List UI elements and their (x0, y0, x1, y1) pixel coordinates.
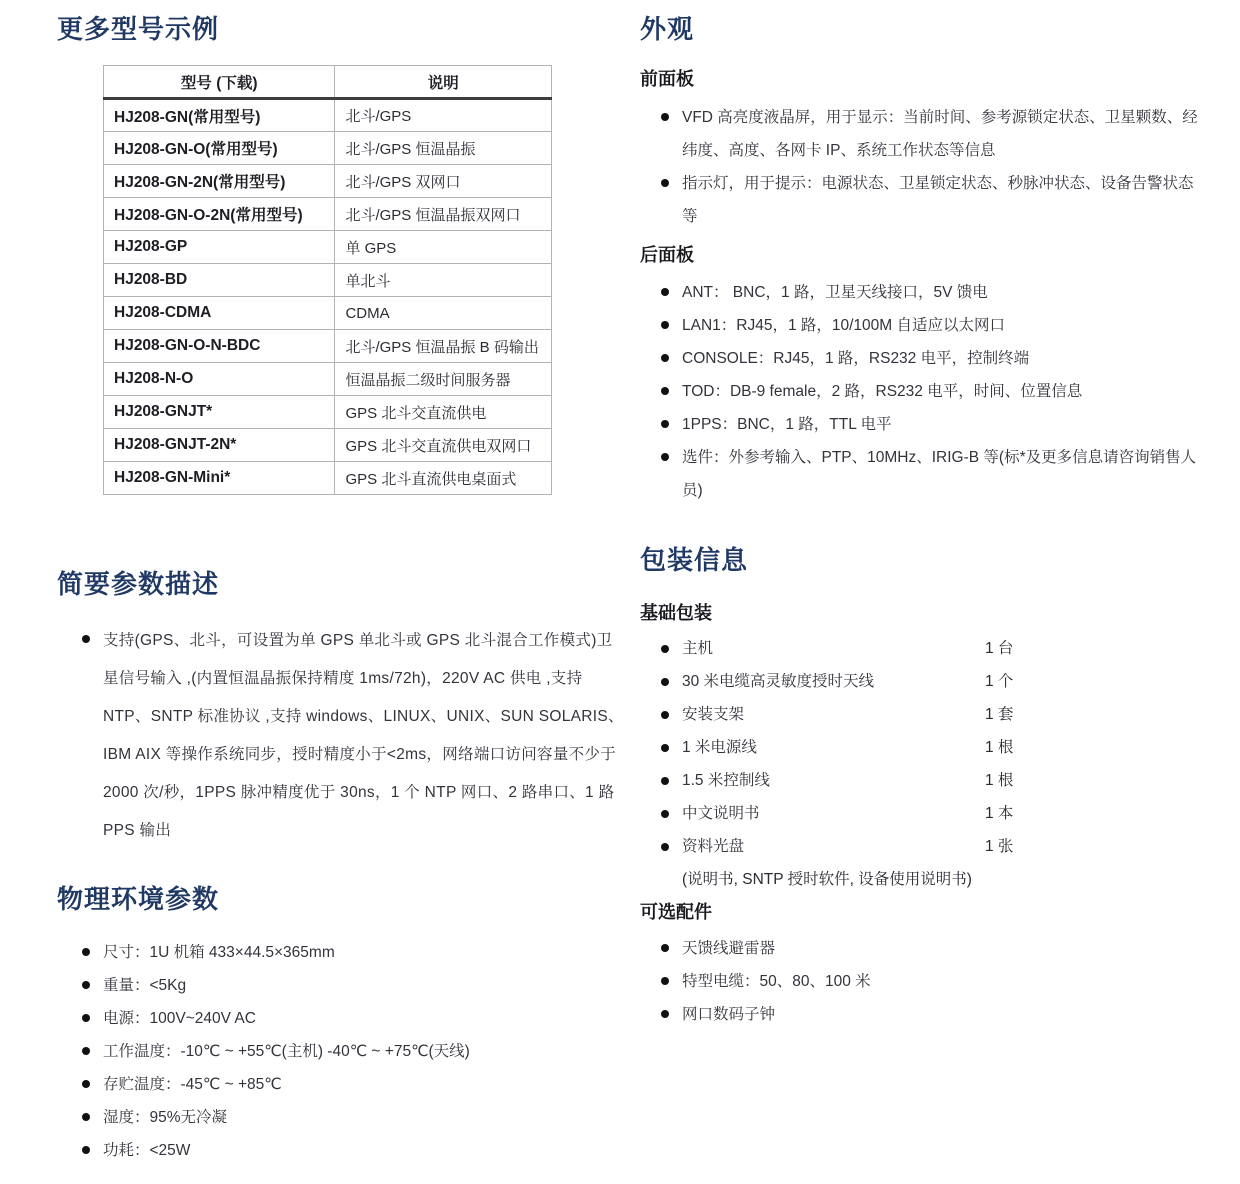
list-item (661, 830, 1200, 863)
right-column (625, 0, 1240, 1184)
list-item-text: 存贮温度：-45℃ ~ +85℃ (103, 1075, 282, 1093)
section-title-physical-params: 物理环境参数 (57, 884, 220, 915)
list-item-text: CONSOLE：RJ45，1 路，RS232 电平，控制终端 (682, 350, 1030, 368)
bullet-icon (82, 981, 90, 989)
list-item (82, 1134, 625, 1167)
list-item (82, 1068, 625, 1101)
front-panel-list (640, 101, 1200, 233)
rear-panel-list (640, 276, 1200, 507)
list-item (661, 932, 1200, 965)
bullet-icon (661, 744, 669, 752)
bullet-icon (82, 1113, 90, 1121)
list-item (82, 1101, 625, 1134)
section-title-packaging: 包装信息 (640, 545, 749, 576)
list-item-text: VFD 高亮度液晶屏，用于显示：当前时间、参考源锁定状态、卫星颗数、经纬度、高度、各网卡 IP、系统工作状态等信息 (682, 108, 1198, 159)
bullet-icon (661, 453, 669, 461)
model-cell: HJ208-CDMA (104, 297, 335, 330)
desc-cell: 单北斗 (335, 264, 552, 297)
list-item-text: 功耗：<25W (103, 1141, 191, 1159)
list-item (82, 622, 625, 850)
bullet-icon (82, 635, 90, 643)
list-item-text: 电源：100V~240V AC (103, 1009, 256, 1027)
model-cell: HJ208-GN-Mini* (104, 462, 335, 495)
list-item (82, 1035, 625, 1068)
table-row (104, 99, 552, 132)
optional-accessories-list (640, 932, 1200, 1031)
model-cell: HJ208-GN-O-2N(常用型号) (104, 198, 335, 231)
table-row (104, 297, 552, 330)
list-item-text: 天馈线避雷器 (682, 939, 776, 957)
list-item-text: LAN1：RJ45，1 路，10/100M 自适应以太网口 (682, 317, 1006, 335)
list-item-text: 特型电缆：50、80、100 米 (682, 972, 871, 990)
table-row (104, 198, 552, 231)
list-item (661, 101, 1200, 167)
list-item (661, 797, 1200, 830)
bullet-icon (661, 711, 669, 719)
model-cell: HJ208-GNJT* (104, 396, 335, 429)
model-cell: HJ208-GN-O-N-BDC (104, 330, 335, 363)
list-item-text: TOD：DB-9 female，2 路，RS232 电平，时间、位置信息 (682, 383, 1083, 401)
item-name: 主机 (682, 640, 714, 658)
desc-cell: GPS 北斗交直流供电双网口 (335, 429, 552, 462)
table-row (104, 330, 552, 363)
section-title-appearance: 外观 (640, 14, 695, 44)
list-item-text: 网口数码子钟 (682, 1005, 776, 1023)
bullet-icon (82, 1146, 90, 1154)
desc-cell: 北斗/GPS 双网口 (335, 165, 552, 198)
bullet-icon (661, 113, 669, 121)
basic-packaging-list (640, 632, 1200, 863)
item-quantity: 1 个 (985, 673, 1014, 691)
list-item-text: 选件：外参考输入、PTP、10MHz、IRIG-B 等(标*及更多信息请咨询销售人员) (682, 449, 1197, 500)
item-name: 30 米电缆高灵敏度授时天线 (682, 673, 875, 691)
model-cell: HJ208-GN(常用型号) (104, 99, 335, 132)
list-item (661, 276, 1200, 309)
bullet-icon (661, 810, 669, 818)
subsection-title-basic-packaging: 基础包装 (640, 602, 712, 623)
bullet-icon (661, 678, 669, 686)
list-item (82, 936, 625, 969)
list-item-text: 尺寸：1U 机箱 433×44.5×365mm (103, 943, 335, 961)
list-item (661, 441, 1200, 507)
packaging-note: (说明书, SNTP 授时软件, 设备使用说明书) (682, 871, 972, 889)
list-item-text: 指示灯，用于提示：电源状态、卫星锁定状态、秒脉冲状态、设备告警状态等 (682, 174, 1194, 225)
list-item (661, 998, 1200, 1031)
desc-cell: CDMA (335, 297, 552, 330)
bullet-icon (661, 843, 669, 851)
desc-cell: GPS 北斗交直流供电 (335, 396, 552, 429)
list-item (661, 375, 1200, 408)
table-row (104, 396, 552, 429)
list-item (661, 342, 1200, 375)
table-row (104, 264, 552, 297)
models-table-header-desc: 说明 (335, 66, 552, 99)
section-title-brief-params: 简要参数描述 (57, 569, 220, 600)
subsection-title-front-panel: 前面板 (640, 69, 694, 90)
bullet-icon (661, 179, 669, 187)
item-quantity: 1 本 (985, 805, 1014, 823)
subsection-title-rear-panel: 后面板 (640, 244, 694, 265)
model-cell: HJ208-GP (104, 231, 335, 264)
bullet-icon (661, 777, 669, 785)
brief-params-list (57, 622, 625, 850)
desc-cell: 恒温晶振二级时间服务器 (335, 363, 552, 396)
model-cell: HJ208-GN-O(常用型号) (104, 132, 335, 165)
list-item (661, 698, 1200, 731)
table-row (104, 132, 552, 165)
desc-cell: 北斗/GPS 恒温晶振双网口 (335, 198, 552, 231)
list-item-text: 工作温度：-10℃ ~ +55℃(主机) -40℃ ~ +75℃(天线) (103, 1042, 470, 1060)
model-cell: HJ208-BD (104, 264, 335, 297)
bullet-icon (661, 387, 669, 395)
section-title-more-models: 更多型号示例 (57, 14, 220, 44)
list-item (661, 309, 1200, 342)
bullet-icon (82, 1080, 90, 1088)
desc-cell: GPS 北斗直流供电桌面式 (335, 462, 552, 495)
list-item-text: ANT： BNC，1 路，卫星天线接口，5V 馈电 (682, 284, 988, 302)
list-item-text: 1PPS：BNC，1 路，TTL 电平 (682, 416, 892, 434)
bullet-icon (661, 321, 669, 329)
model-cell: HJ208-N-O (104, 363, 335, 396)
table-row (104, 462, 552, 495)
bullet-icon (661, 354, 669, 362)
bullet-icon (661, 645, 669, 653)
list-item (661, 167, 1200, 233)
list-item (661, 731, 1200, 764)
item-name: 1 米电源线 (682, 739, 757, 757)
bullet-icon (82, 1014, 90, 1022)
item-name: 安装支架 (682, 706, 745, 724)
models-table (103, 65, 552, 495)
models-table-header-model: 型号 (下载) (104, 66, 335, 99)
models-table-header-row (104, 66, 552, 99)
bullet-icon (661, 1010, 669, 1018)
item-quantity: 1 套 (985, 706, 1014, 724)
subsection-title-optional-accessories: 可选配件 (640, 902, 712, 923)
bullet-icon (82, 948, 90, 956)
list-item (661, 632, 1200, 665)
item-quantity: 1 根 (985, 739, 1014, 757)
model-cell: HJ208-GN-2N(常用型号) (104, 165, 335, 198)
item-quantity: 1 根 (985, 772, 1014, 790)
bullet-icon (661, 420, 669, 428)
physical-params-list (57, 936, 625, 1167)
item-quantity: 1 张 (985, 838, 1014, 856)
model-cell: HJ208-GNJT-2N* (104, 429, 335, 462)
bullet-icon (661, 944, 669, 952)
bullet-icon (661, 288, 669, 296)
list-item (661, 764, 1200, 797)
list-item-text: 重量：<5Kg (103, 976, 187, 994)
list-item-text: 支持(GPS、北斗，可设置为单 GPS 单北斗或 GPS 北斗混合工作模式)卫星信号输入 ,(内置恒温晶振保持精度 1ms/72h)，220V AC 供电 ,支持 NTP、SNTP 标准协议 ,支持 windows、LINUX、UNIX、SUN SOLARIS、IBM AIX 等操作系统同步，授时精度小于<2ms，网络端口访问容量不少于 2000 次/秒，1PPS 脉冲精度优于 30ns，1 个 NTP 网口、2 路串口、1 路 PPS 输出 (103, 632, 624, 840)
list-item (661, 665, 1200, 698)
list-item (661, 965, 1200, 998)
desc-cell: 北斗/GPS 恒温晶振 (335, 132, 552, 165)
desc-cell: 单 GPS (335, 231, 552, 264)
list-item-text: 湿度：95%无冷凝 (103, 1108, 228, 1126)
table-row (104, 363, 552, 396)
table-row (104, 429, 552, 462)
desc-cell: 北斗/GPS (335, 99, 552, 132)
bullet-icon (661, 977, 669, 985)
table-row (104, 165, 552, 198)
item-name: 1.5 米控制线 (682, 772, 770, 790)
list-item (82, 969, 625, 1002)
bullet-icon (82, 1047, 90, 1055)
desc-cell: 北斗/GPS 恒温晶振 B 码输出 (335, 330, 552, 363)
item-name: 资料光盘 (682, 838, 745, 856)
item-quantity: 1 台 (985, 640, 1014, 658)
list-item (661, 408, 1200, 441)
list-item (82, 1002, 625, 1035)
table-row (104, 231, 552, 264)
item-name: 中文说明书 (682, 805, 760, 823)
